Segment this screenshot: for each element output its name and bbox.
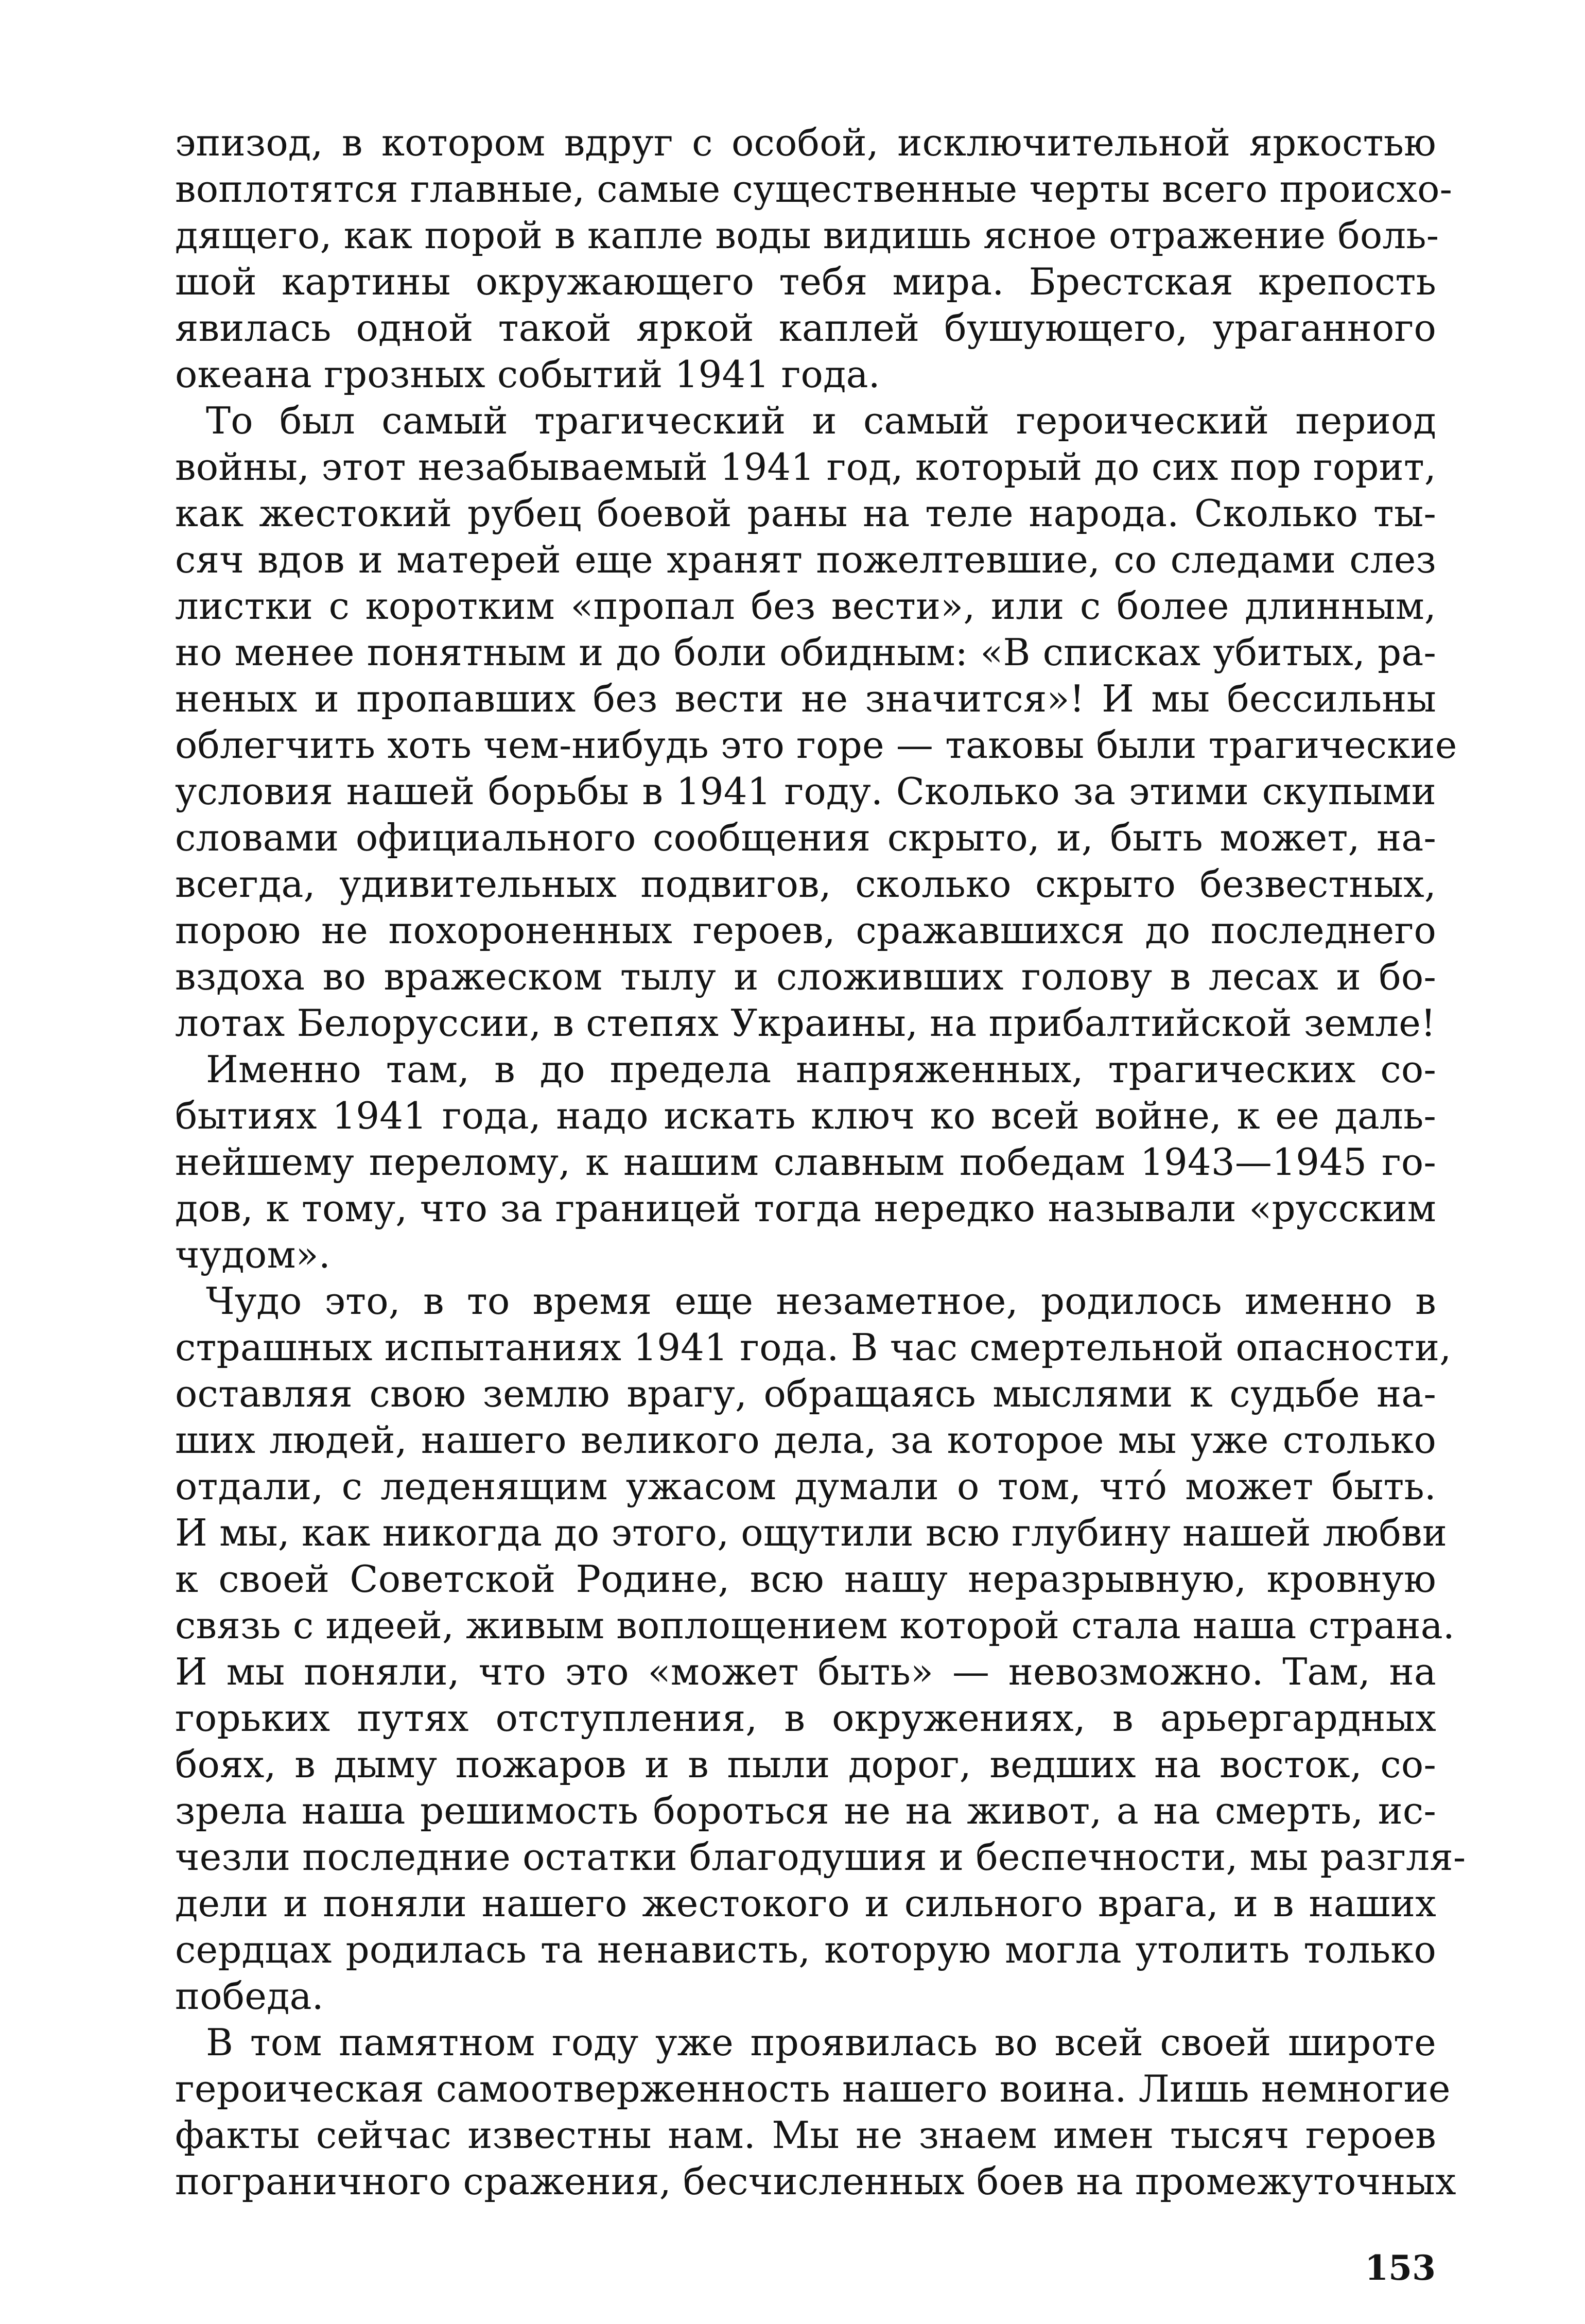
text-line: пограничного сражения, бесчисленных боев на промежуточных bbox=[175, 2160, 1456, 2203]
text-line: зрела наша решимость бороться не на живот, а на смерть, ис- bbox=[175, 1789, 1436, 1832]
text-line: В том памятном году уже проявилась во всей своей широте bbox=[206, 2021, 1436, 2064]
paragraph-3 bbox=[175, 1046, 1436, 1278]
text-line: бытиях 1941 года, надо искать ключ ко всей войне, к ее даль- bbox=[175, 1094, 1436, 1137]
page-number: 153 bbox=[1365, 2248, 1436, 2288]
text-line: листки с коротким «пропал без вести», или с более длинным, bbox=[175, 584, 1436, 628]
text-line: дели и поняли нашего жестокого и сильного врага, и в наших bbox=[175, 1882, 1436, 1925]
text-line: вздоха во вражеском тылу и сложивших голову в лесах и бо- bbox=[175, 955, 1436, 998]
text-line: чезли последние остатки благодушия и беспечности, мы разгля- bbox=[175, 1835, 1466, 1879]
text-line: горьких путях отступления, в окружениях, в арьергардных bbox=[175, 1696, 1436, 1740]
text-line: нейшему перелому, к нашим славным победам 1943—1945 го- bbox=[175, 1140, 1436, 1184]
text-line: всегда, удивительных подвигов, сколько скрыто безвестных, bbox=[175, 862, 1436, 906]
text-line: героическая самоотверженность нашего воина. Лишь немногие bbox=[175, 2067, 1451, 2110]
text-line: связь с идеей, живым воплощением которой стала наша страна. bbox=[175, 1604, 1455, 1647]
text-line: воплотятся главные, самые существенные черты всего происхо- bbox=[175, 167, 1453, 211]
text-line: сердцах родилась та ненависть, которую могла утолить только bbox=[175, 1928, 1436, 1971]
text-line: страшных испытаниях 1941 года. В час смертельной опасности, bbox=[175, 1326, 1452, 1369]
text-line: То был самый трагический и самый героический период bbox=[206, 399, 1436, 442]
text-line: И мы, как никогда до этого, ощутили всю глубину нашей любви bbox=[175, 1511, 1448, 1554]
text-line: И мы поняли, что это «может быть» — невозможно. Там, на bbox=[175, 1650, 1436, 1693]
text-line: Именно там, в до предела напряженных, трагических со- bbox=[206, 1048, 1436, 1091]
text-line: как жестокий рубец боевой раны на теле народа. Сколько ты- bbox=[175, 492, 1436, 535]
paragraph-2 bbox=[175, 397, 1457, 1046]
text-line: дящего, как порой в капле воды видишь ясное отражение боль- bbox=[175, 214, 1439, 257]
text-line: облегчить хоть чем-нибудь это горе — таковы были трагические bbox=[175, 723, 1457, 767]
text-line: условия нашей борьбы в 1941 году. Сколько за этими скупыми bbox=[175, 770, 1436, 813]
text-line: но менее понятным и до боли обидным: «В списках убитых, ра- bbox=[175, 631, 1436, 674]
text-line: войны, этот незабываемый 1941 год, который до сих пор горит, bbox=[175, 445, 1436, 489]
text-line: явилась одной такой яркой каплей бушующего, ураганного bbox=[175, 306, 1436, 350]
text-line: оставляя свою землю врагу, обращаясь мыслями к судьбе на- bbox=[175, 1372, 1436, 1415]
text-line: к своей Советской Родине, всю нашу неразрывную, кровную bbox=[175, 1557, 1436, 1601]
paragraph-1 bbox=[175, 119, 1453, 397]
text-line: эпизод, в котором вдруг с особой, исключительной яркостью bbox=[175, 121, 1436, 164]
text-line: дов, к тому, что за границей тогда нередко называли «русским bbox=[175, 1187, 1436, 1230]
text-line: Чудо это, в то время еще незаметное, родилось именно в bbox=[206, 1279, 1436, 1323]
text-line: чудом». bbox=[175, 1233, 330, 1276]
paragraph-5 bbox=[175, 2019, 1456, 2205]
text-line: боях, в дыму пожаров и в пыли дорог, ведших на восток, со- bbox=[175, 1743, 1436, 1786]
text-line: победа. bbox=[175, 1974, 324, 2018]
text-line: факты сейчас известны нам. Мы не знаем имен тысяч героев bbox=[175, 2113, 1436, 2157]
text-line: ших людей, нашего великого дела, за которое мы уже столько bbox=[175, 1418, 1436, 1462]
text-line: порою не похороненных героев, сражавшихся до последнего bbox=[175, 909, 1436, 952]
text-line: океана грозных событий 1941 года. bbox=[175, 353, 880, 396]
body-text bbox=[175, 119, 1466, 2205]
text-line: сяч вдов и матерей еще хранят пожелтевшие, со следами слез bbox=[175, 538, 1436, 581]
text-line: шой картины окружающего тебя мира. Брестская крепость bbox=[175, 260, 1436, 303]
text-line: отдали, с леденящим ужасом думали о том, что́ может быть. bbox=[175, 1465, 1436, 1508]
text-line: лотах Белоруссии, в степях Украины, на прибалтийской земле! bbox=[175, 1001, 1436, 1045]
text-line: неных и пропавших без вести не значится»! И мы бессильны bbox=[175, 677, 1436, 720]
text-line: словами официального сообщения скрыто, и, быть может, на- bbox=[175, 816, 1436, 859]
paragraph-4 bbox=[175, 1278, 1466, 2019]
